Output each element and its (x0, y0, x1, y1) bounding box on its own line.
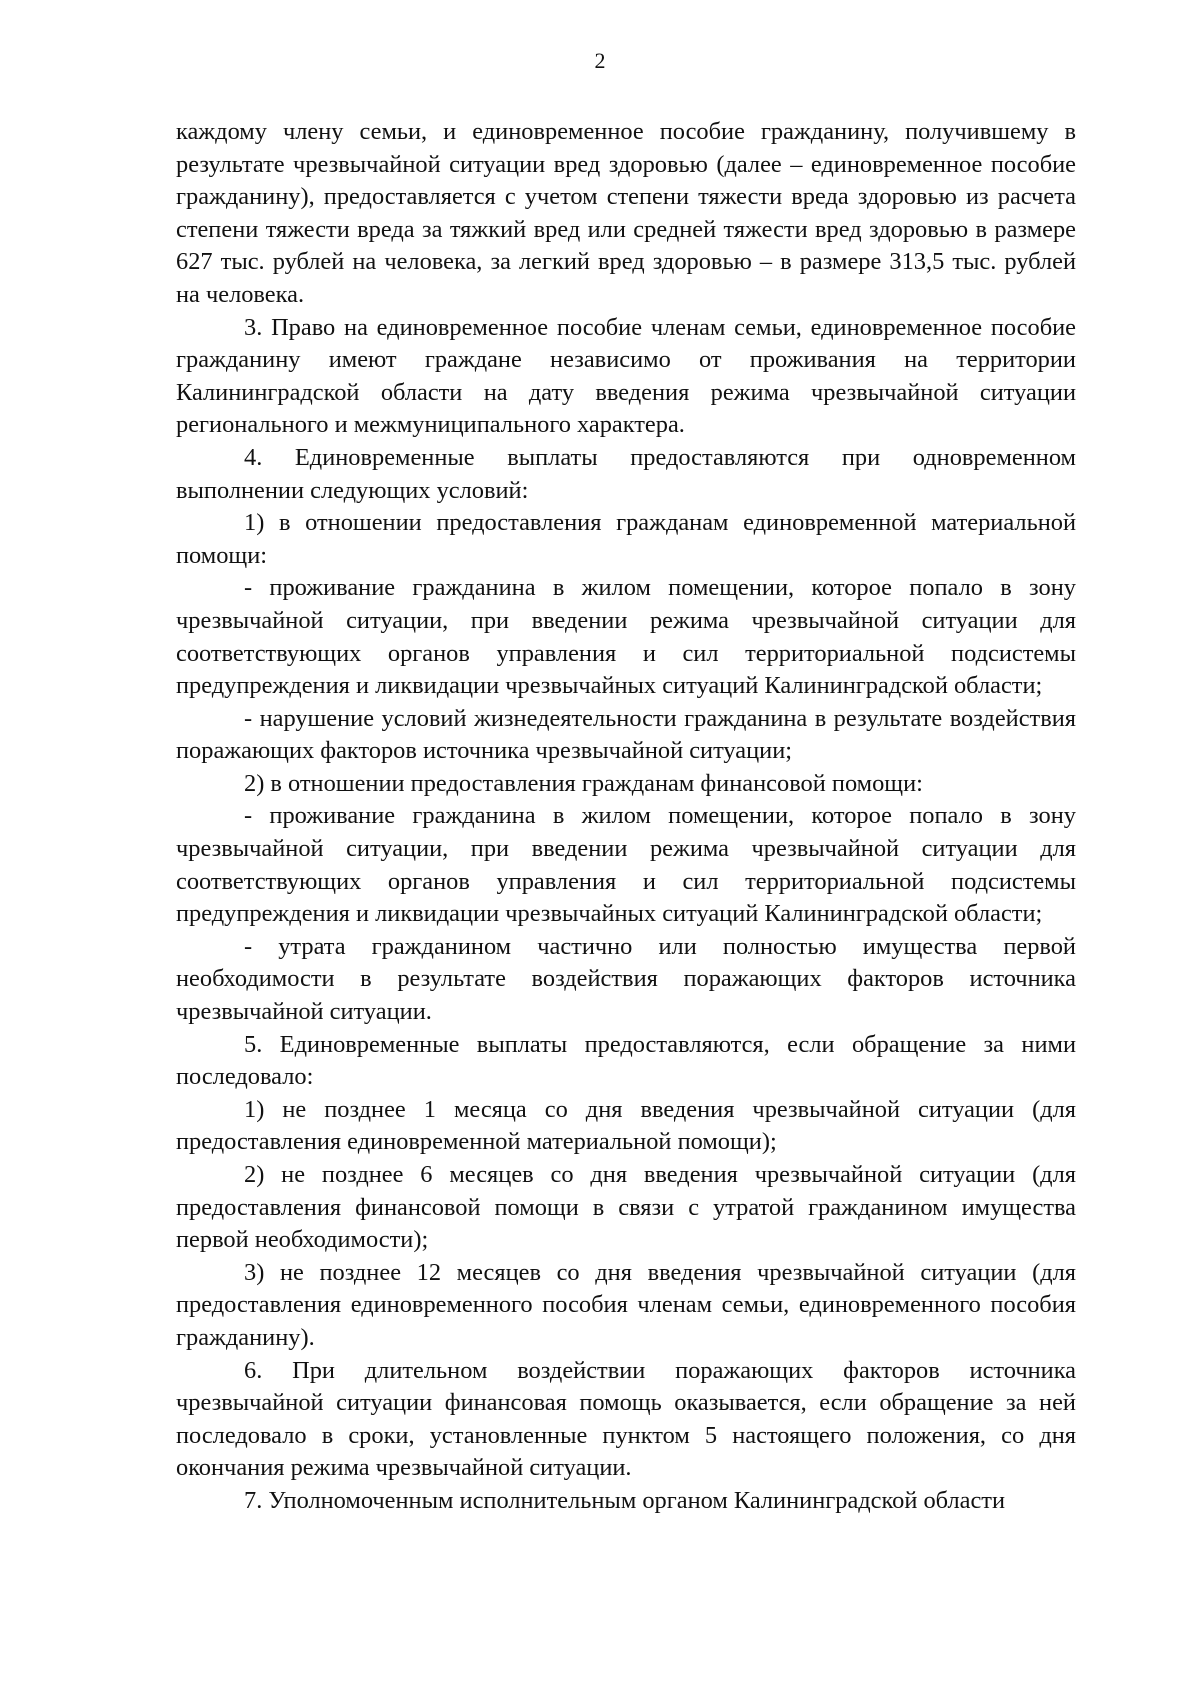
paragraph-condition-residence-1: - проживание гражданина в жилом помещении, которое попало в зону чрезвычайной ситуации, при введении режима чрезвычайной ситуации для соответствующих органов управления и сил территориальной подсистемы предупреждения и ликвидации чрезвычайных ситуаций Калининградской области; (176, 574, 1076, 700)
paragraph-continuation: каждому члену семьи, и единовременное пособие гражданину, получившему в результате чрезвычайной ситуации вред здоровью (далее – единовременное пособие гражданину), предоставляется с учетом степени тяжести вреда здоровью из расчета степени тяжести вреда за тяжкий вред или средней тяжести вред здоровью в размере 627 тыс. рублей на человека, за легкий вред здоровью – в размере 313,5 тыс. рублей на человека. (176, 118, 1076, 308)
paragraph-subitem-5-2: 2) не позднее 6 месяцев со дня введения чрезвычайной ситуации (для предоставления финансовой помощи в связи с утратой гражданином имущества первой необходимости); (176, 1161, 1076, 1254)
page-number: 2 (594, 48, 606, 73)
paragraph-condition-life-disruption: - нарушение условий жизнедеятельности гражданина в результате воздействия поражающих факторов источника чрезвычайной ситуации; (176, 704, 1076, 765)
paragraph-condition-property-loss: - утрата гражданином частично или полностью имущества первой необходимости в результате воздействия поражающих факторов источника чрезвычайной ситуации. (176, 932, 1076, 1026)
paragraph-subitem-4-1: 1) в отношении предоставления гражданам единовременной материальной помощи: (176, 509, 1076, 569)
paragraph-item-3: 3. Право на единовременное пособие членам семьи, единовременное пособие гражданину имеют граждане независимо от проживания на территории Калининградской области на дату введения режима чрезвычайной ситуации регионального и межмуниципального характера. (176, 313, 1076, 439)
paragraph-condition-residence-2: - проживание гражданина в жилом помещении, которое попало в зону чрезвычайной ситуации, при введении режима чрезвычайной ситуации для соответствующих органов управления и сил территориальной подсистемы предупреждения и ликвидации чрезвычайных ситуаций Калининградской области; (176, 802, 1076, 928)
paragraph-item-5: 5. Единовременные выплаты предоставляются, если обращение за ними последовало: (176, 1030, 1076, 1091)
paragraph-item-6: 6. При длительном воздействии поражающих факторов источника чрезвычайной ситуации финансовая помощь оказывается, если обращение за ней последовало в сроки, установленные пунктом 5 настоящего положения, со дня окончания режима чрезвычайной ситуации. (176, 1356, 1076, 1482)
document-body (176, 116, 1076, 1518)
paragraph-subitem-4-2: 2) в отношении предоставления гражданам финансовой помощи: (244, 769, 923, 797)
paragraph-subitem-5-1: 1) не позднее 1 месяца со дня введения чрезвычайной ситуации (для предоставления единовременной материальной помощи); (176, 1095, 1076, 1156)
paragraph-item-4: 4. Единовременные выплаты предоставляются при одновременном выполнении следующих условий: (176, 443, 1076, 504)
paragraph-item-7: 7. Уполномоченным исполнительным органом Калининградской области (244, 1486, 1006, 1514)
paragraph-subitem-5-3: 3) не позднее 12 месяцев со дня введения чрезвычайной ситуации (для предоставления единовременного пособия членам семьи, единовременного пособия гражданину). (176, 1258, 1076, 1351)
